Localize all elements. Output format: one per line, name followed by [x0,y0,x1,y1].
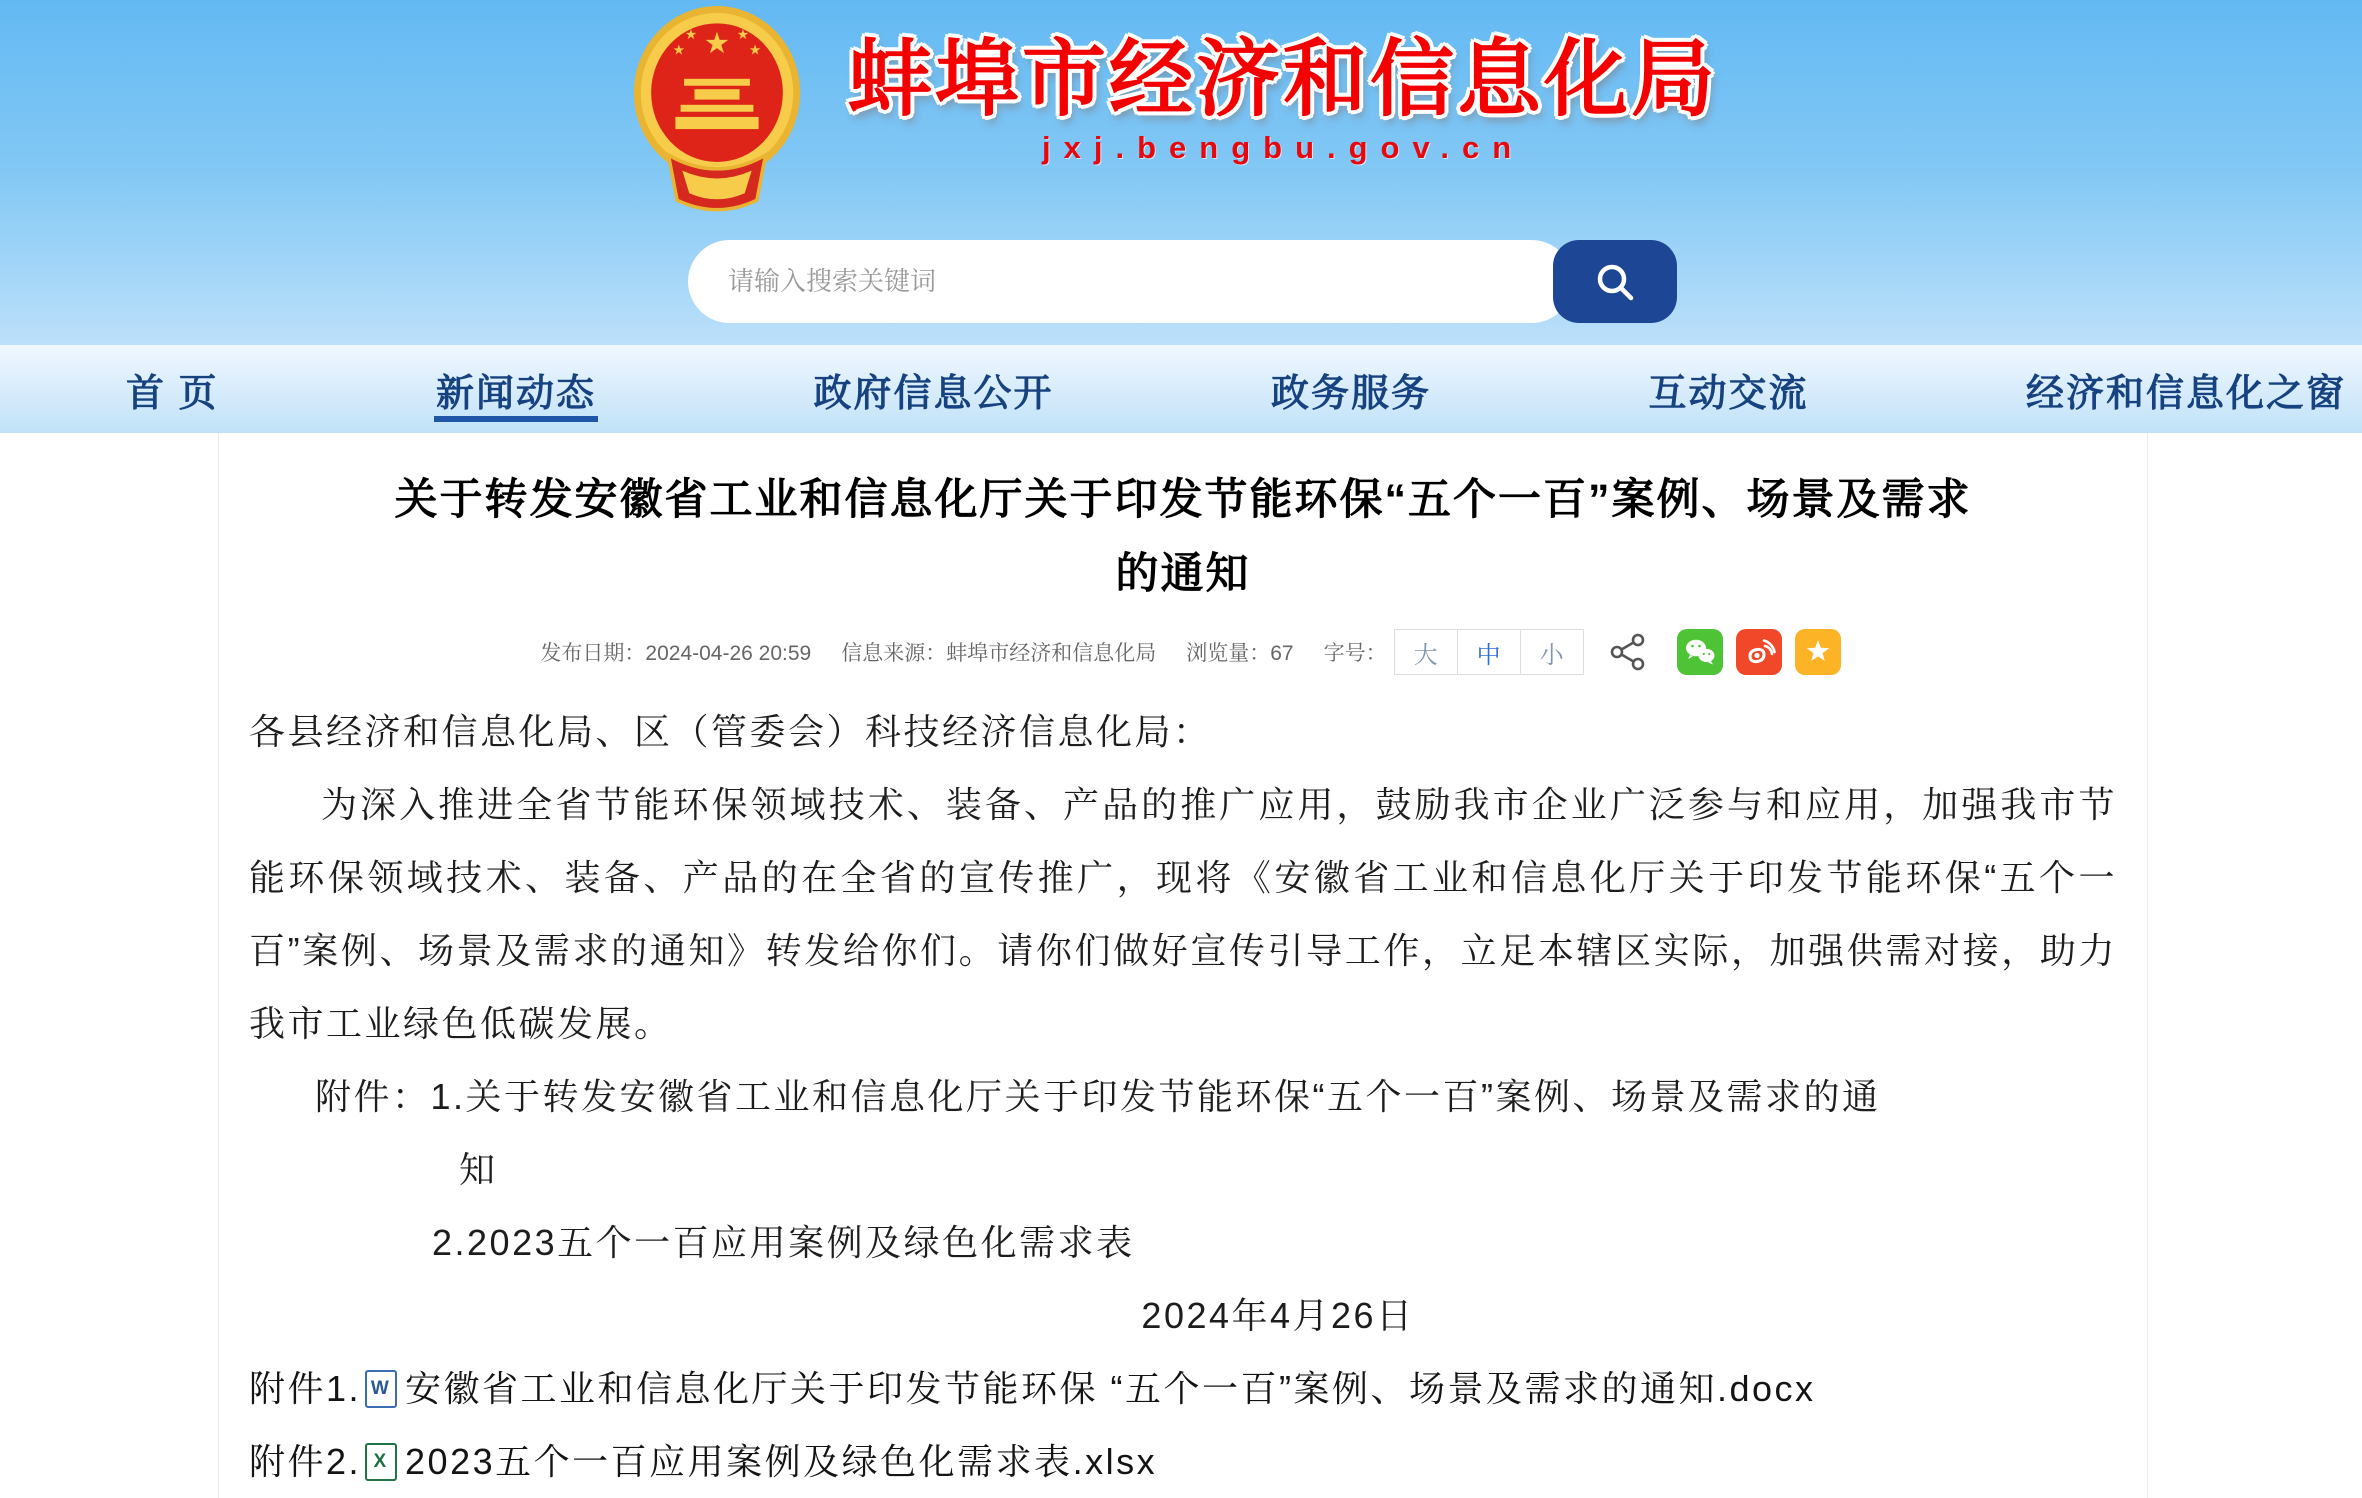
national-emblem-icon [628,6,806,214]
font-size-medium-button[interactable]: 中 [1457,629,1521,675]
publish-date: 发布日期：2024-04-26 20:59 [540,642,812,665]
attachment-row-2 [249,1425,2117,1498]
nav-item-interaction[interactable]: 互动交流 [1648,372,1809,415]
share-button[interactable] [1608,632,1648,672]
nav-item-gov-info[interactable]: 政府信息公开 [813,372,1054,415]
magnifier-icon [1592,259,1638,305]
article-panel [218,433,2148,1498]
info-source: 信息来源：蚌埠市经济和信息化局 [841,642,1157,665]
word-doc-icon: W [365,1370,397,1408]
main-paragraph: 为深入推进全省节能环保领域技术、装备、产品的推广应用，鼓励我市企业广泛参与和应用，加强我市节能环保领域技术、装备、产品的在全省的宣传推广，现将《安徽省工业和信息化厅关于印发节能环保“五个一百”案例、场景及需求的通知》转发给你们。请你们做好宣传引导工作，立足本辖区实际，加强供需对接，助力我市工业绿色低碳发展。 [249,784,2117,1044]
weibo-share-button[interactable] [1736,629,1782,675]
view-count: 浏览量：67 [1186,642,1294,665]
qzone-share-button[interactable] [1795,629,1841,675]
article-meta [249,629,2117,675]
attachment-row-1 [249,1352,2117,1425]
svg-text:★: ★ [684,25,698,42]
font-size-switcher [1395,629,1584,675]
font-size-small-button[interactable]: 小 [1520,629,1584,675]
site-title: 蚌埠市经济和信息化局 [848,32,1719,126]
svg-text:★: ★ [672,41,686,58]
salutation-line: 各县经济和信息化局、区（管委会）科技经济信息化局： [249,711,1212,752]
nav-item-news[interactable]: 新闻动态 [436,345,596,433]
attachment-1-prefix: 附件1. [249,1368,362,1409]
article-title [249,463,2117,611]
weibo-icon [1741,634,1777,670]
attachment-1-link[interactable]: 安徽省工业和信息化厅关于印发节能环保 “五个一百”案例、场景及需求的通知.docx [405,1368,1816,1409]
article-title-line1: 关于转发安徽省工业和信息化厅关于印发节能环保“五个一百”案例、场景及需求 [394,476,1972,524]
article-body [249,695,2117,1498]
document-date: 2024年4月26日 [1141,1295,1415,1336]
qzone-star-icon [1800,634,1836,670]
wechat-share-button[interactable] [1677,629,1723,675]
attachment-note-line1: 附件：1.关于转发安徽省工业和信息化厅关于印发节能环保“五个一百”案例、场景及需求的通 [315,1076,1881,1117]
attachment-2-link[interactable]: 2023五个一百应用案例及绿色化需求表.xlsx [405,1441,1158,1482]
share-nodes-icon [1608,632,1648,672]
font-size-large-button[interactable]: 大 [1394,629,1458,675]
site-url: jxj.bengbu.gov.cn [1042,130,1525,165]
main-nav [0,345,2362,433]
svg-text:★: ★ [748,41,762,58]
attachment-note-line2: 知 [459,1149,498,1190]
search-input[interactable] [688,240,1573,323]
search-button[interactable] [1553,240,1677,323]
article-title-line2: 的通知 [1115,550,1251,598]
svg-text:★: ★ [736,25,750,42]
nav-item-services[interactable]: 政务服务 [1271,372,1432,415]
font-size-label: 字号： [1323,642,1387,665]
site-banner [0,0,2362,345]
nav-item-home[interactable]: 首 页 [126,372,219,415]
svg-text:★: ★ [703,26,731,60]
attachment-note-line3: 2.2023五个一百应用案例及绿色化需求表 [432,1222,1135,1263]
attachment-2-prefix: 附件2. [249,1441,362,1482]
wechat-icon [1682,634,1718,670]
excel-doc-icon: X [365,1443,397,1481]
nav-item-economy-window[interactable]: 经济和信息化之窗 [2025,372,2346,415]
